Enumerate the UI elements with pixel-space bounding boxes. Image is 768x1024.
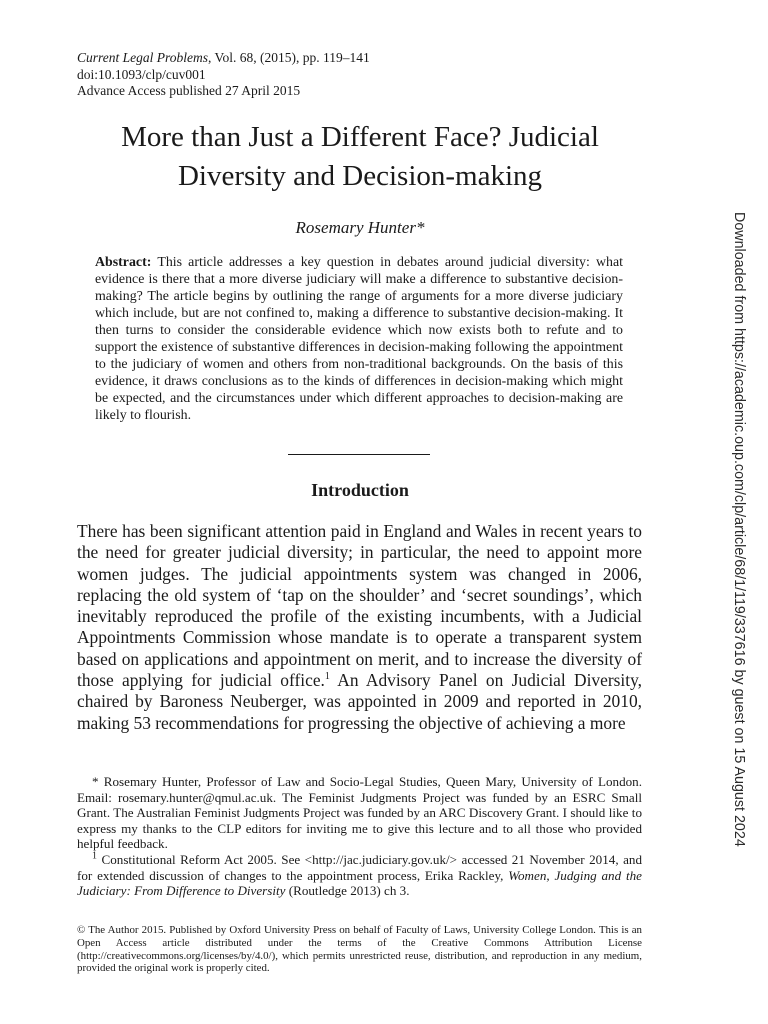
section-divider (288, 454, 430, 455)
abstract (95, 254, 623, 424)
title-line-2: Diversity and Decision-making (177, 160, 543, 192)
abstract-text: This article addresses a key question in debates around judicial diversity: what evidence is there that a more diverse judiciary will make a difference to substantive decision-making? The article begins by outlining the range of arguments for a more diverse judiciary which include, but are not confined to, making a difference to substantive decision-making. It then turns to consider the considerable evidence which now exists both to refute and to support the existence of substantive differences in decision-making following the appointment to the judiciary of women and others from non-traditional backgrounds. On the basis of this evidence, it draws conclusions as to the kinds of differences in decision-making which might be expected, and the circumstances under which different approaches to decision-making are likely to flourish. (95, 255, 623, 423)
footnote-1-tail: (Routledge 2013) ch 3. (285, 883, 410, 899)
advance-access-date: Advance Access published 27 April 2015 (77, 83, 301, 98)
footnote-author-text: Rosemary Hunter, Professor of Law and Socio-Legal Studies, Queen Mary, University of London. Email: rosemary.hunter@qmul.ac.uk. The Feminist Judgments Project was funded by an ESRC Small Grant. The Australian Feminist Judgments Project was funded by an ARC Discovery Grant. I should like to express my thanks to the CLP editors for inviting me to give this lecture and to all those who provided helpful feedback. (77, 774, 642, 852)
section-heading-introduction: Introduction (311, 480, 409, 500)
footnote-1-book-title: Women, Judging and the Judiciary: From Difference to Diversity (77, 867, 642, 899)
footnote-reference-1[interactable]: 1 (324, 671, 330, 683)
footnotes (77, 774, 642, 899)
footnote-1 (77, 852, 642, 899)
citation-details: , Vol. 68, (2015), pp. 119–141 (208, 50, 370, 65)
article-title (60, 118, 660, 196)
license-notice: © The Author 2015. Published by Oxford University Press on behalf of Faculty of Laws, University College London. This is an Open Access article distributed under the terms of the Creative Commons Attribution License (http://creativecommons.org/licenses/by/4.0/), which permits unrestricted reuse, distribution, and reproduction in any medium, provided the original work is properly cited. (77, 924, 642, 975)
introduction-paragraph (77, 521, 642, 734)
citation-line (77, 50, 370, 67)
title-line-1: More than Just a Different Face? Judicial (121, 121, 599, 153)
citation-header (77, 50, 370, 100)
doi-link[interactable]: doi:10.1093/clp/cuv001 (77, 66, 206, 82)
author-name: Rosemary Hunter* (295, 218, 425, 237)
footnote-author (77, 774, 642, 852)
footnote-star-marker: * (92, 774, 99, 789)
abstract-label: Abstract: (95, 255, 152, 270)
footnote-1-text: Constitutional Reform Act 2005. See <http://jac.judiciary.gov.uk/> accessed 21 November 2014, and for extended discussion of changes to the appointment process, Erika Rackley, (77, 851, 642, 883)
paragraph-text-part-2: An Advisory Panel on Judicial Diversity, chaired by Baroness Neuberger, was appointed in 2009 and reported in 2010, making 53 recommendations for progressing the objective of achieving a more (77, 670, 642, 733)
paragraph-text-part-1: There has been significant attention paid in England and Wales in recent years to the need for greater judicial diversity; in particular, the need to appoint more women judges. The judicial appointments system was changed in 2006, replacing the old system of ‘tap on the shoulder’ and ‘secret soundings’, which inevitably reproduced the profile of the existing incumbents, with a Judicial Appointments Commission whose mandate is to operate a transparent system based on applications and appointment on merit, and to increase the diversity of those applying for judicial office. (77, 521, 642, 691)
download-watermark: Downloaded from https://academic.oup.com/clp/article/68/1/119/337616 by guest on 15 August 2024 (731, 212, 747, 847)
journal-name: Current Legal Problems (77, 50, 208, 65)
footnote-1-marker: 1 (92, 850, 97, 862)
